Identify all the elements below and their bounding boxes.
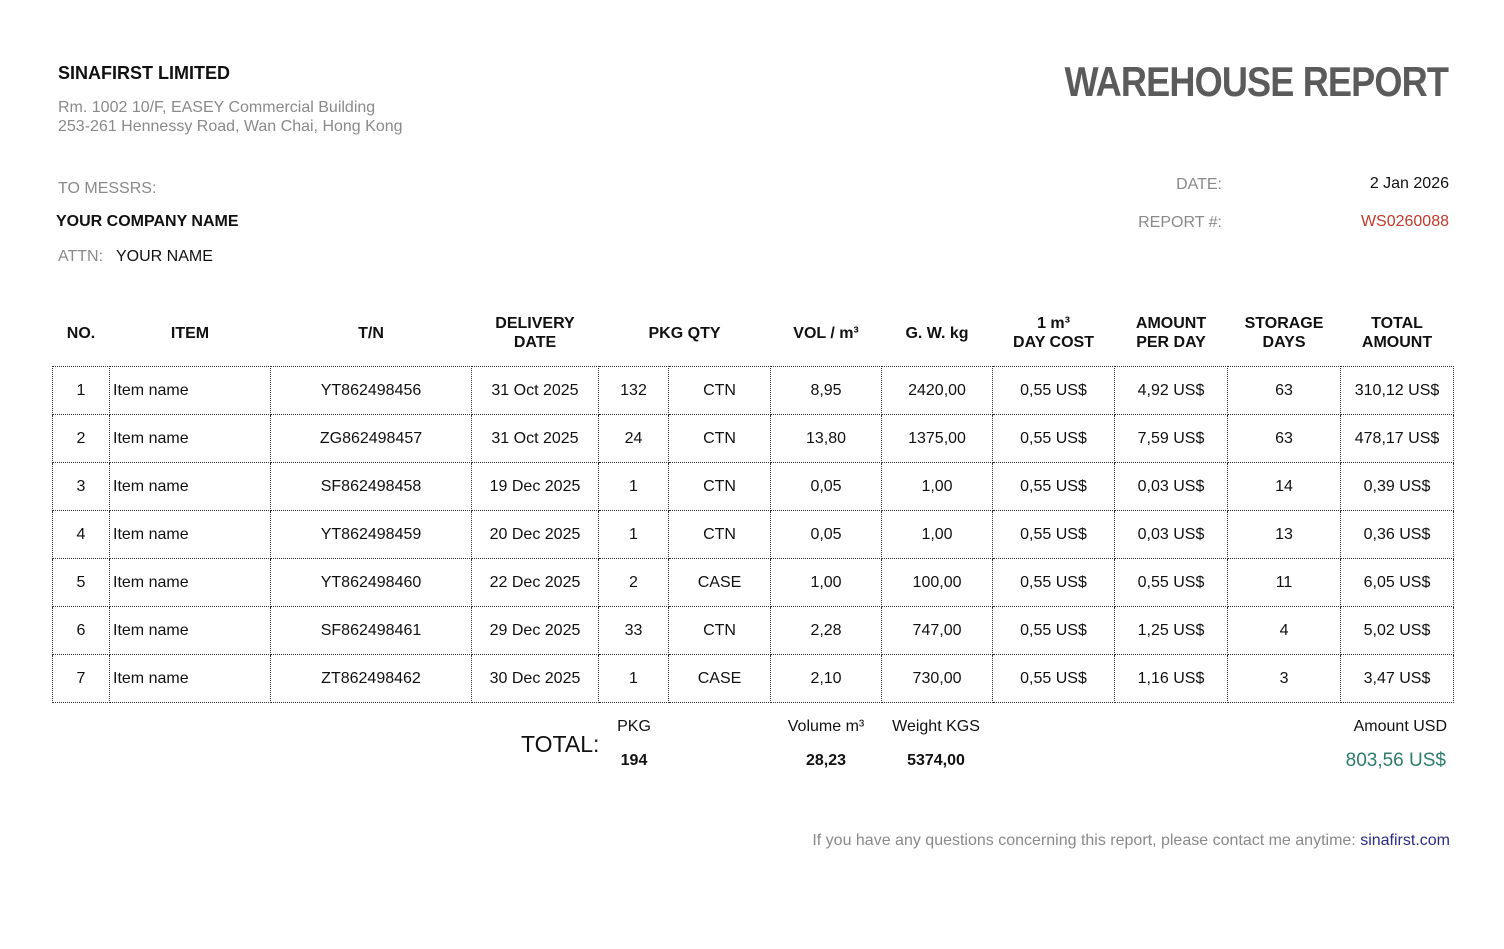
cell-item: Item name	[110, 463, 271, 511]
cell-amount-per-day: 0,03 US$	[1115, 511, 1228, 559]
cell-day-cost: 0,55 US$	[993, 415, 1115, 463]
cell-amount-per-day: 1,25 US$	[1115, 607, 1228, 655]
cell-item: Item name	[110, 655, 271, 703]
cell-pkg-unit: CASE	[669, 559, 771, 607]
company-address-line1: Rm. 1002 10/F, EASEY Commercial Building	[58, 99, 376, 116]
attn-name: YOUR NAME	[116, 248, 213, 265]
cell-storage-days: 63	[1228, 415, 1341, 463]
cell-gross-weight: 1,00	[882, 463, 993, 511]
table-row	[53, 607, 1454, 655]
cell-delivery-date: 20 Dec 2025	[472, 511, 599, 559]
cell-volume: 1,00	[771, 559, 882, 607]
footer-website-link[interactable]: sinafirst.com	[1360, 832, 1450, 849]
cell-total-amount: 6,05 US$	[1341, 559, 1454, 607]
cell-delivery-date: 31 Oct 2025	[472, 367, 599, 415]
report-title: WAREHOUSE REPORT	[1064, 58, 1448, 105]
cell-pkg-qty: 1	[599, 463, 669, 511]
date-value: 2 Jan 2026	[1369, 175, 1449, 192]
cell-pkg-qty: 1	[599, 511, 669, 559]
cell-gross-weight: 1375,00	[882, 415, 993, 463]
cell-day-cost: 0,55 US$	[993, 367, 1115, 415]
cell-gross-weight: 730,00	[882, 655, 993, 703]
cell-volume: 13,80	[771, 415, 882, 463]
cell-pkg-qty: 24	[599, 415, 669, 463]
header-pkg-qty: PKG QTY	[648, 324, 721, 342]
cell-tn: SF862498461	[271, 607, 472, 655]
cell-pkg-unit: CTN	[669, 415, 771, 463]
cell-volume: 2,10	[771, 655, 882, 703]
total-amount-value: 803,56 US$	[1345, 750, 1446, 771]
header-storage-days: STORAGE DAYS	[1244, 315, 1324, 351]
date-label: DATE:	[1176, 176, 1222, 193]
report-number-label: REPORT #:	[1138, 214, 1222, 231]
cell-day-cost: 0,55 US$	[993, 607, 1115, 655]
cell-delivery-date: 22 Dec 2025	[472, 559, 599, 607]
warehouse-table	[52, 300, 1454, 703]
cell-storage-days: 3	[1228, 655, 1341, 703]
cell-total-amount: 0,36 US$	[1341, 511, 1454, 559]
cell-storage-days: 13	[1228, 511, 1341, 559]
cell-amount-per-day: 4,92 US$	[1115, 367, 1228, 415]
cell-delivery-date: 29 Dec 2025	[472, 607, 599, 655]
cell-gross-weight: 1,00	[882, 511, 993, 559]
cell-total-amount: 478,17 US$	[1341, 415, 1454, 463]
cell-item: Item name	[110, 367, 271, 415]
cell-tn: SF862498458	[271, 463, 472, 511]
cell-storage-days: 11	[1228, 559, 1341, 607]
header-total-amount: TOTAL AMOUNT	[1361, 315, 1433, 351]
cell-amount-per-day: 1,16 US$	[1115, 655, 1228, 703]
recipient-company: YOUR COMPANY NAME	[56, 213, 239, 230]
cell-item: Item name	[110, 607, 271, 655]
header-vol: VOL / m³	[793, 324, 859, 342]
company-name: SINAFIRST LIMITED	[58, 63, 230, 83]
cell-total-amount: 310,12 US$	[1341, 367, 1454, 415]
table-row	[53, 559, 1454, 607]
cell-gross-weight: 100,00	[882, 559, 993, 607]
cell-pkg-qty: 1	[599, 655, 669, 703]
cell-tn: ZG862498457	[271, 415, 472, 463]
cell-day-cost: 0,55 US$	[993, 559, 1115, 607]
cell-tn: YT862498459	[271, 511, 472, 559]
header-delivery-date: DELIVERY DATE	[495, 315, 575, 351]
table-row	[53, 655, 1454, 703]
cell-day-cost: 0,55 US$	[993, 511, 1115, 559]
cell-amount-per-day: 0,03 US$	[1115, 463, 1228, 511]
cell-storage-days: 14	[1228, 463, 1341, 511]
cell-no: 4	[53, 511, 110, 559]
total-amount-label: Amount USD	[1353, 718, 1447, 735]
cell-pkg-unit: CTN	[669, 607, 771, 655]
total-pkg-label: PKG	[617, 718, 651, 735]
cell-no: 1	[53, 367, 110, 415]
table-row	[53, 415, 1454, 463]
cell-item: Item name	[110, 559, 271, 607]
cell-storage-days: 63	[1228, 367, 1341, 415]
footer-note-text: If you have any questions concerning this report, please contact me anytime:	[812, 832, 1356, 849]
cell-item: Item name	[110, 511, 271, 559]
cell-day-cost: 0,55 US$	[993, 463, 1115, 511]
header-tn: T/N	[358, 324, 384, 342]
cell-volume: 0,05	[771, 463, 882, 511]
cell-total-amount: 5,02 US$	[1341, 607, 1454, 655]
footer-note	[812, 832, 1450, 850]
header-no: NO.	[66, 324, 96, 342]
total-volume-value: 28,23	[805, 752, 847, 769]
cell-pkg-qty: 2	[599, 559, 669, 607]
cell-total-amount: 0,39 US$	[1341, 463, 1454, 511]
header-amount-per-day: AMOUNT PER DAY	[1135, 315, 1207, 351]
cell-volume: 8,95	[771, 367, 882, 415]
cell-pkg-qty: 132	[599, 367, 669, 415]
cell-no: 3	[53, 463, 110, 511]
cell-no: 6	[53, 607, 110, 655]
cell-tn: YT862498460	[271, 559, 472, 607]
cell-item: Item name	[110, 415, 271, 463]
cell-storage-days: 4	[1228, 607, 1341, 655]
table-row	[53, 463, 1454, 511]
cell-no: 2	[53, 415, 110, 463]
total-pkg-value: 194	[620, 752, 648, 769]
header-gross-weight: G. W. kg	[905, 324, 969, 342]
to-messrs-label: TO MESSRS:	[58, 180, 157, 197]
cell-pkg-unit: CASE	[669, 655, 771, 703]
table-row	[53, 367, 1454, 415]
total-label: TOTAL:	[521, 731, 600, 757]
header-day-cost: 1 m³ DAY COST	[1013, 315, 1094, 351]
cell-volume: 0,05	[771, 511, 882, 559]
cell-volume: 2,28	[771, 607, 882, 655]
cell-delivery-date: 30 Dec 2025	[472, 655, 599, 703]
attn-label: ATTN:	[58, 248, 104, 265]
company-address-line2: 253-261 Hennessy Road, Wan Chai, Hong Kong	[58, 118, 403, 135]
cell-total-amount: 3,47 US$	[1341, 655, 1454, 703]
table-header	[53, 300, 1454, 367]
table-row	[53, 511, 1454, 559]
header-item: ITEM	[170, 324, 210, 342]
cell-amount-per-day: 7,59 US$	[1115, 415, 1228, 463]
total-weight-value: 5374,00	[907, 752, 965, 769]
cell-delivery-date: 19 Dec 2025	[472, 463, 599, 511]
cell-gross-weight: 2420,00	[882, 367, 993, 415]
cell-tn: YT862498456	[271, 367, 472, 415]
cell-pkg-qty: 33	[599, 607, 669, 655]
total-weight-label: Weight KGS	[892, 718, 980, 735]
cell-tn: ZT862498462	[271, 655, 472, 703]
cell-pkg-unit: CTN	[669, 367, 771, 415]
cell-no: 5	[53, 559, 110, 607]
cell-pkg-unit: CTN	[669, 463, 771, 511]
cell-pkg-unit: CTN	[669, 511, 771, 559]
report-number-value: WS0260088	[1360, 213, 1449, 230]
cell-amount-per-day: 0,55 US$	[1115, 559, 1228, 607]
cell-day-cost: 0,55 US$	[993, 655, 1115, 703]
table-body	[53, 367, 1454, 703]
total-volume-label: Volume m³	[787, 718, 865, 735]
cell-delivery-date: 31 Oct 2025	[472, 415, 599, 463]
cell-no: 7	[53, 655, 110, 703]
cell-gross-weight: 747,00	[882, 607, 993, 655]
